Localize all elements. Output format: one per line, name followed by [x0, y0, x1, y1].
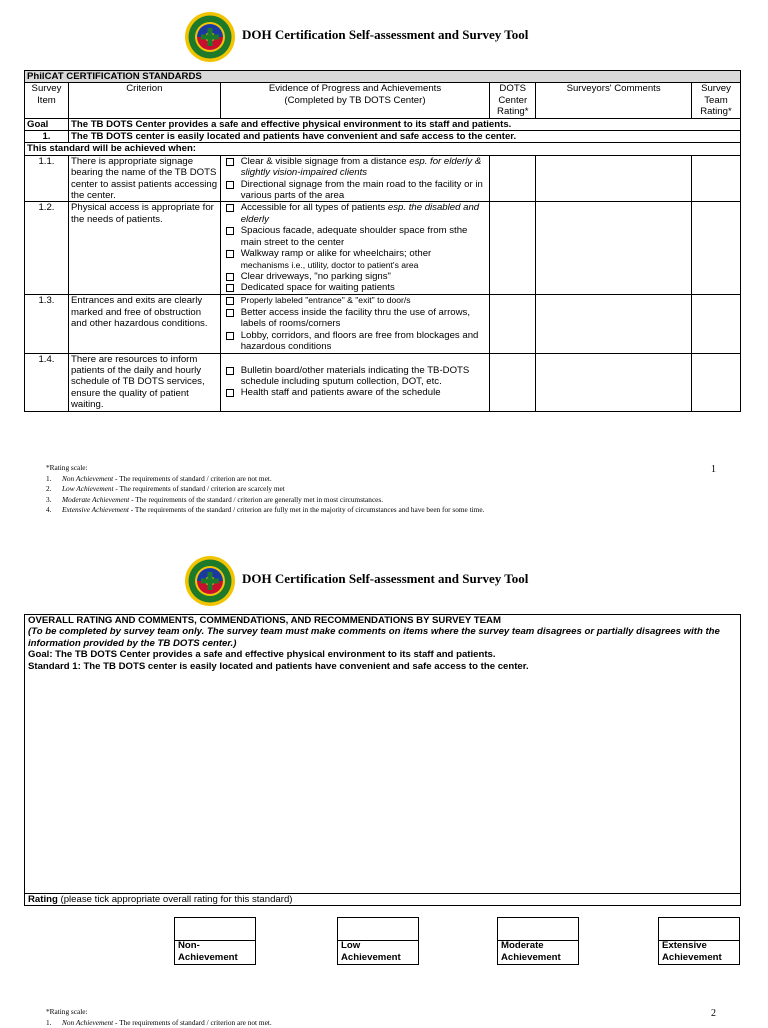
checkbox-icon[interactable]: [226, 284, 234, 292]
dots-rating-cell[interactable]: [490, 295, 536, 353]
standard-row: [25, 131, 741, 143]
checkbox-icon[interactable]: [226, 204, 234, 212]
evidence-item[interactable]: Clear & visible signage from a distance esp. for elderly & slightly vision-impaired clients: [223, 156, 488, 179]
row-evidence: [220, 202, 490, 295]
rating-scale: [46, 463, 484, 516]
table-row: [25, 353, 741, 411]
evidence-item[interactable]: Lobby, corridors, and floors are free from blockages and hazardous conditions: [223, 330, 488, 353]
team-rating-cell[interactable]: [691, 295, 740, 353]
checkbox-icon[interactable]: [226, 309, 234, 317]
achieved-when: This standard will be achieved when:: [25, 143, 741, 155]
row-number: 1.1.: [25, 155, 69, 202]
overall-instruction: (To be completed by survey team only. The survey team must make comments on items where the survey team disagrees or partially disagrees with the information provided by the TB DOTS center.): [25, 626, 740, 649]
goal-text: The TB DOTS Center provides a safe and effective physical environment to its staff and patients.: [68, 118, 740, 130]
dots-rating-cell[interactable]: [490, 155, 536, 202]
goal-row: [25, 118, 741, 130]
col-survey-item: Survey Item: [25, 83, 69, 118]
rating-box-label: Low Achievement: [341, 940, 401, 963]
evidence-item[interactable]: Health staff and patients aware of the schedule: [223, 387, 488, 398]
evidence-item[interactable]: Walkway ramp or alike for wheelchairs; other mechanisms i.e., utility, doctor to patient's area: [223, 248, 488, 271]
row-criterion: Physical access is appropriate for the needs of patients.: [68, 202, 220, 295]
team-rating-cell[interactable]: [691, 353, 740, 411]
column-headers: [25, 83, 741, 118]
overall-standard: Standard 1: The TB DOTS center is easily located and patients have convenient and safe access to the center.: [25, 661, 740, 672]
checkbox-icon[interactable]: [226, 158, 234, 166]
rating-scale-item: 3. Moderate Achievement - The requirements of the standard / criterion are generally met in most circumstances.: [46, 495, 484, 506]
section-title: PhilCAT CERTIFICATION STANDARDS: [25, 71, 741, 83]
rating-box-non-achievement[interactable]: [174, 917, 256, 965]
page-title: DOH Certification Self-assessment and Survey Tool: [242, 27, 528, 43]
rating-box-label: Extensive Achievement: [662, 940, 722, 963]
page-number: 1: [711, 464, 716, 475]
col-dots-rating: DOTS Center Rating*: [490, 83, 536, 118]
col-team-rating: Survey Team Rating*: [691, 83, 740, 118]
dots-rating-cell[interactable]: [490, 353, 536, 411]
table-row: [25, 155, 741, 202]
surveyor-comments-cell[interactable]: [536, 155, 692, 202]
rating-scale-item: 2. Low Achievement - The requirements of standard / criterion are scarcely met: [46, 484, 484, 495]
row-criterion: Entrances and exits are clearly marked and free of obstruction and other hazardous conditions.: [68, 295, 220, 353]
col-evidence-line2: (Completed by TB DOTS Center): [223, 95, 488, 106]
rating-scale-title: *Rating scale:: [46, 1007, 272, 1018]
rating-box-low-achievement[interactable]: [337, 917, 419, 965]
rating-scale-title: *Rating scale:: [46, 463, 484, 474]
team-rating-cell[interactable]: [691, 155, 740, 202]
page-title: DOH Certification Self-assessment and Survey Tool: [242, 571, 528, 587]
doh-seal-icon: [184, 11, 236, 63]
surveyor-comments-cell[interactable]: [536, 353, 692, 411]
col-evidence: [220, 83, 490, 118]
row-number: 1.4.: [25, 353, 69, 411]
checkbox-icon[interactable]: [226, 332, 234, 340]
comments-area[interactable]: [25, 673, 740, 893]
evidence-item[interactable]: Accessible for all types of patients esp. the disabled and elderly: [223, 202, 488, 225]
rating-scale-item: 1. Non Achievement - The requirements of standard / criterion are not met.: [46, 1018, 272, 1028]
evidence-item[interactable]: Dedicated space for waiting patients: [223, 282, 488, 293]
team-rating-cell[interactable]: [691, 202, 740, 295]
col-evidence-line1: Evidence of Progress and Achievements: [223, 83, 488, 94]
rating-box-extensive-achievement[interactable]: [658, 917, 740, 965]
achieved-when-row: [25, 143, 741, 155]
page-number: 2: [711, 1008, 716, 1019]
rating-box-moderate-achievement[interactable]: [497, 917, 579, 965]
row-number: 1.3.: [25, 295, 69, 353]
overall-goal: Goal: The TB DOTS Center provides a safe and effective physical environment to its staff and patients.: [25, 649, 740, 660]
row-evidence: [220, 295, 490, 353]
checkbox-icon[interactable]: [226, 297, 234, 305]
evidence-item[interactable]: Better access inside the facility thru the use of arrows, labels of rooms/corners: [223, 307, 488, 330]
evidence-item[interactable]: Spacious facade, adequate shoulder space from sthe main street to the center: [223, 225, 488, 248]
checkbox-icon[interactable]: [226, 367, 234, 375]
col-criterion: Criterion: [68, 83, 220, 118]
row-number: 1.2.: [25, 202, 69, 295]
row-criterion: There is appropriate signage bearing the name of the TB DOTS center to assist patients accessing the center.: [68, 155, 220, 202]
evidence-item[interactable]: Clear driveways, "no parking signs": [223, 271, 488, 282]
rating-box-label: Moderate Achievement: [501, 940, 561, 963]
evidence-item[interactable]: Bulletin board/other materials indicating the TB-DOTS schedule including sputum collection, DOT, etc.: [223, 365, 488, 388]
evidence-item[interactable]: Properly labeled "entrance" & "exit" to door/s: [223, 295, 488, 306]
rating-instruction: Rating (please tick appropriate overall rating for this standard): [25, 893, 740, 905]
surveyor-comments-cell[interactable]: [536, 295, 692, 353]
table-row: [25, 295, 741, 353]
standards-table: [24, 70, 741, 412]
evidence-item[interactable]: Directional signage from the main road to the facility or in various parts of the area: [223, 179, 488, 202]
overall-title: OVERALL RATING AND COMMENTS, COMMENDATIONS, AND RECOMMENDATIONS BY SURVEY TEAM: [25, 615, 740, 626]
checkbox-icon[interactable]: [226, 250, 234, 258]
surveyor-comments-cell[interactable]: [536, 202, 692, 295]
goal-label: Goal: [25, 118, 69, 130]
dots-rating-cell[interactable]: [490, 202, 536, 295]
table-row: [25, 202, 741, 295]
checkbox-icon[interactable]: [226, 273, 234, 281]
rating-scale-item: 1. Non Achievement - The requirements of standard / criterion are not met.: [46, 474, 484, 485]
doh-seal-icon: [184, 555, 236, 607]
overall-rating-box: [24, 614, 741, 906]
standard-text: The TB DOTS center is easily located and patients have convenient and safe access to the center.: [68, 131, 740, 143]
row-evidence: [220, 353, 490, 411]
standard-number: 1.: [25, 131, 69, 143]
row-evidence: [220, 155, 490, 202]
checkbox-icon[interactable]: [226, 227, 234, 235]
rating-scale-page2: [46, 1007, 272, 1028]
checkbox-icon[interactable]: [226, 181, 234, 189]
checkbox-icon[interactable]: [226, 389, 234, 397]
col-surveyor-comments: Surveyors' Comments: [536, 83, 692, 118]
rating-box-label: Non- Achievement: [178, 940, 238, 963]
row-criterion: There are resources to inform patients of the daily and hourly schedule of TB DOTS services, ensure the quality of patient waiting.: [68, 353, 220, 411]
rating-scale-item: 4. Extensive Achievement - The requirements of the standard / criterion are fully met in the majority of circumstances and have been for some time.: [46, 505, 484, 516]
